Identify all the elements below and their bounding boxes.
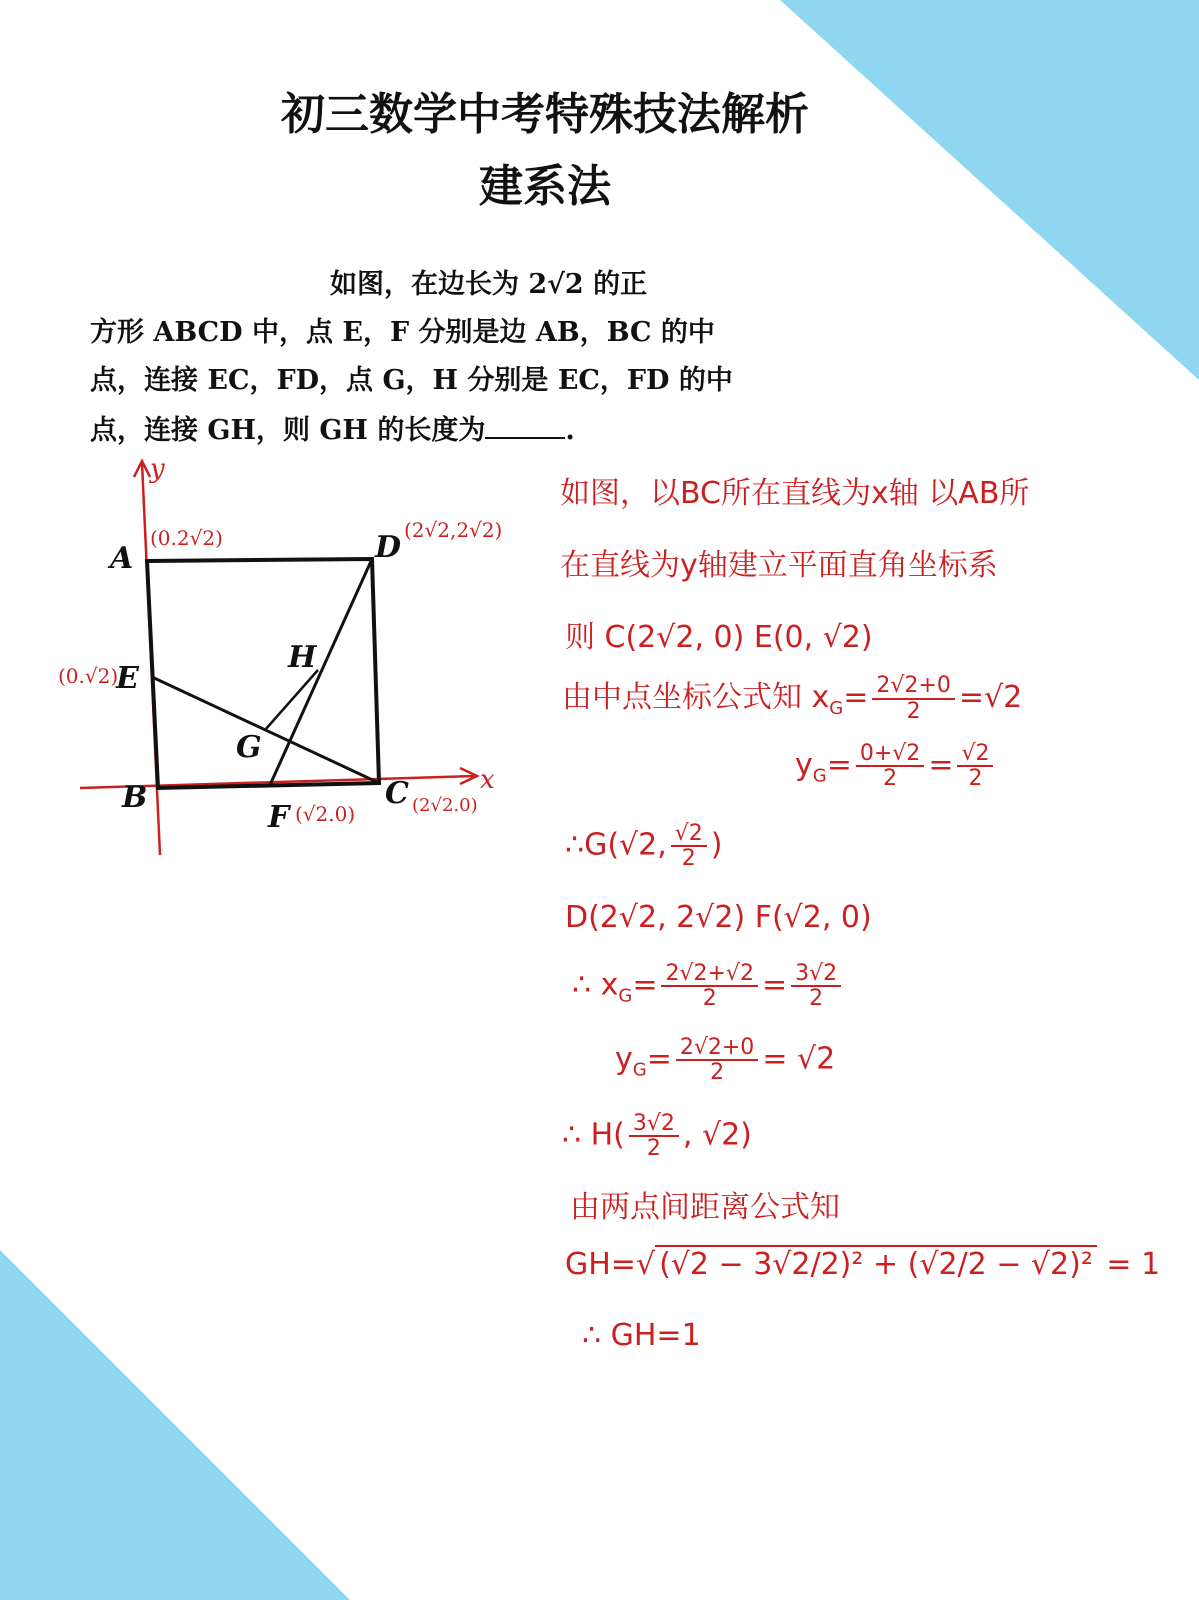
yg1-result-denominator: 2 (968, 766, 983, 792)
xg2-denominator: 2 (702, 986, 717, 1012)
label-b: B (122, 780, 148, 815)
xg2-numerator: 2√2+√2 (661, 962, 757, 987)
coord-d: (2√2,2√2) (404, 518, 503, 542)
solution-line-2: 在直线为y轴建立平面直角坐标系 (560, 548, 998, 583)
yg2-denominator: 2 (710, 1060, 725, 1086)
yg2-result: = √2 (762, 1041, 836, 1077)
label-a: A (110, 541, 134, 576)
solution-conclusion: ∴ GH=1 (582, 1318, 701, 1353)
xg1-denominator: 2 (906, 698, 921, 724)
segment-gh (265, 670, 318, 730)
coord-e: (0.√2) (58, 664, 119, 688)
yg1-numerator: 0+√2 (856, 742, 924, 767)
coord-a: (0.2√2) (150, 526, 223, 550)
xg2-result-numerator: 3√2 (791, 962, 841, 987)
h-point-prefix: ∴ H( (562, 1117, 625, 1153)
solution-gh-formula: GH=√ (√2 − 3√2/2)² + (√2/2 − √2)² = 1 (565, 1247, 1161, 1282)
g-point-prefix: ∴G(√2, (565, 827, 667, 863)
x-axis-label: x (480, 765, 495, 795)
y-axis-label: y (150, 455, 165, 484)
yg1-var: y (795, 747, 813, 783)
gh-radicand: (√2 − 3√2/2)² + (√2/2 − √2)² (655, 1245, 1097, 1282)
problem-line-4-text: 点，连接 GH，则 GH 的长度为 (90, 415, 486, 446)
solution-yg-1: $y_G=$ $\frac{0+√2}{2}$ = $\frac{√2}{2}$ (795, 742, 997, 790)
yg2-numerator: 2√2+0 (676, 1036, 758, 1061)
xg2-subscript: G (618, 985, 633, 1007)
h-point-denominator: 2 (646, 1136, 661, 1162)
problem-line-3: 点，连接 EC，FD，点 G，H 分别是 EC，FD 的中 (90, 365, 733, 396)
coord-c: (2√2.0) (412, 795, 478, 816)
page-title: 初三数学中考特殊技法解析 (281, 89, 809, 140)
solution-d-and-f: D(2√2, 2√2) F(√2, 0) (565, 900, 872, 935)
yg2-var: y (615, 1041, 633, 1077)
xg1-result: =√2 (958, 680, 1023, 715)
problem-end-mark: . (565, 415, 575, 446)
g-point-numerator: √2 (671, 822, 707, 847)
g-point-suffix: ) (710, 827, 723, 863)
solution-h-point (562, 1112, 752, 1160)
midpoint-formula-text: 由中点坐标公式知 x (562, 680, 830, 715)
xg1-subscript: G (829, 698, 844, 719)
yg2-subscript: G (632, 1059, 647, 1081)
xg1-numerator: 2√2+0 (872, 674, 954, 699)
gh-lhs: GH= (565, 1247, 636, 1282)
label-e: E (116, 661, 139, 696)
label-h: H (288, 640, 317, 675)
gh-rhs: = 1 (1106, 1247, 1161, 1282)
solution-yg-2: $y_G=$ $\frac{2√2+0}{2}$ = √2 (615, 1035, 836, 1086)
yg1-result-numerator: √2 (957, 742, 993, 767)
xg2-prefix: ∴ x (572, 967, 619, 1003)
label-c: C (385, 776, 409, 811)
g-point-denominator: 2 (681, 846, 696, 872)
page-subtitle: 建系法 (479, 161, 611, 212)
xg2-result-denominator: 2 (809, 986, 824, 1012)
problem-line-1: 如图，在边长为 2√2 的正 (330, 269, 648, 300)
solution-distance-text: 由两点间距离公式知 (570, 1190, 840, 1225)
label-f: F (268, 800, 290, 835)
yg1-subscript: G (812, 765, 827, 787)
geometry-figure (50, 455, 530, 885)
problem-line-2: 方形 ABCD 中，点 E，F 分别是边 AB，BC 的中 (90, 317, 715, 348)
coord-f: (√2.0) (295, 802, 356, 826)
square-abcd (147, 559, 379, 788)
problem-line-4 (90, 408, 575, 447)
solution-xg-2: ∴ $x_G=$ $\frac{2√2+√2}{2}$ = $\frac{3√2}{2}$ (572, 962, 845, 1010)
yg1-denominator: 2 (883, 766, 898, 792)
h-point-numerator: 3√2 (629, 1112, 679, 1137)
h-point-suffix: , √2) (682, 1117, 752, 1153)
solution-line-3: 则 C(2√2, 0) E(0, √2) (565, 620, 873, 655)
label-d: D (375, 530, 402, 565)
solution-xg-1: 由中点坐标公式知 $x_G=$ $\frac{2√2+0}{2}$ =√2 (562, 673, 1023, 724)
solution-g-point (565, 822, 723, 870)
segment-fd (270, 559, 372, 785)
answer-blank (485, 417, 565, 439)
label-g: G (236, 730, 262, 765)
solution-line-1: 如图，以BC所在直线为x轴 以AB所 (560, 476, 1030, 511)
